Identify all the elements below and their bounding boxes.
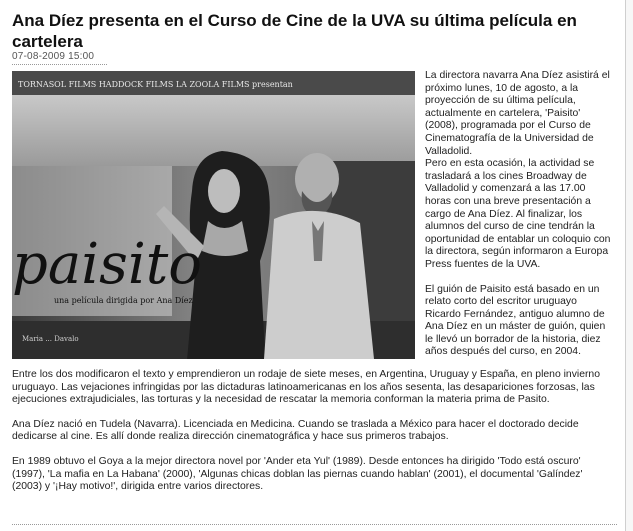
- body-paragraph-1: Entre los dos modificaron el texto y emprendieron un rodaje de siete meses, en Argentina, Uruguay y España, en pleno invierno uruguayo. Las vejaciones infringidas por las dictaduras latinoamericanas en los años sesenta, las desapariciones forzosas, las ejecuciones extrajudiciales, las torturas y la necesidad de rescatar la memoria conforman la materia prima de Pasito.: [12, 369, 600, 406]
- side-paragraph-1a: La directora navarra Ana Díez asistirá el próximo lunes, 10 de agosto, a la proyección de su última película, actualmente en cartelera, 'Paisito' (2008), programada por el Curso de Cinematografía de la Universidad de Valladolid.: [425, 70, 610, 157]
- poster-actor: Maria ... Davalo: [22, 335, 79, 343]
- body-paragraph-2: Ana Díez nació en Tudela (Navarra). Licenciada en Medicina. Cuando se traslada a México para hacer el doctorado decide dedicarse al cine. Es allí donde realiza dirección cinematográfica y hace sus primeros trabajos.: [12, 418, 579, 443]
- article-title: Ana Díez presenta en el Curso de Cine de la UVA su última película en cartelera: [12, 11, 577, 51]
- article-photo: [12, 71, 415, 359]
- poster-title: paisito: [12, 232, 203, 297]
- side-paragraph-2: El guión de Paisito está basado en un relato corto del escritor uruguayo Ricardo Fernández, antiguo alumno de Ana Díez en un máster de guión, quien le llevó un borrador de la historia, diez años después del curso, en 2004.: [425, 283, 606, 358]
- article-body: [12, 369, 615, 506]
- side-paragraph-1: [425, 70, 613, 272]
- article-side-text: [425, 70, 613, 371]
- poster-subtitle: una película dirigida por Ana Díez: [54, 296, 193, 305]
- article-date: 07-08-2009 15:00: [12, 51, 95, 62]
- side-paragraph-1b: Pero en esta ocasión, la actividad se trasladará a los cines Broadway de Valladolid y comenzará a las 17.00 horas con una breve presentación a cargo de Ana Díez. Al finalizar, los alumnos del curso de cine tendrán la oportunidad de entablar un coloquio con la directora, según informaron a Europa Press fuentes de la UVA.: [425, 158, 611, 270]
- date-divider: [12, 64, 107, 65]
- body-paragraph-3: En 1989 obtuvo el Goya a la mejor directora novel por 'Ander eta Yul' (1989). Desde entonces ha dirigido 'Todo está oscuro' (1997), 'La mafia en La Habana' (2000), 'Algunas chicas doblan las piernas cuando hablan' (2001), el documental 'Galíndez' (2003) y '¡Hay motivo!', dirigida entre varios directores.: [12, 455, 583, 493]
- poster-credits: TORNASOL FILMS HADDOCK FILMS LA ZOOLA FILMS presentan: [18, 80, 293, 89]
- page-border: [625, 0, 633, 531]
- bottom-divider: [12, 524, 617, 525]
